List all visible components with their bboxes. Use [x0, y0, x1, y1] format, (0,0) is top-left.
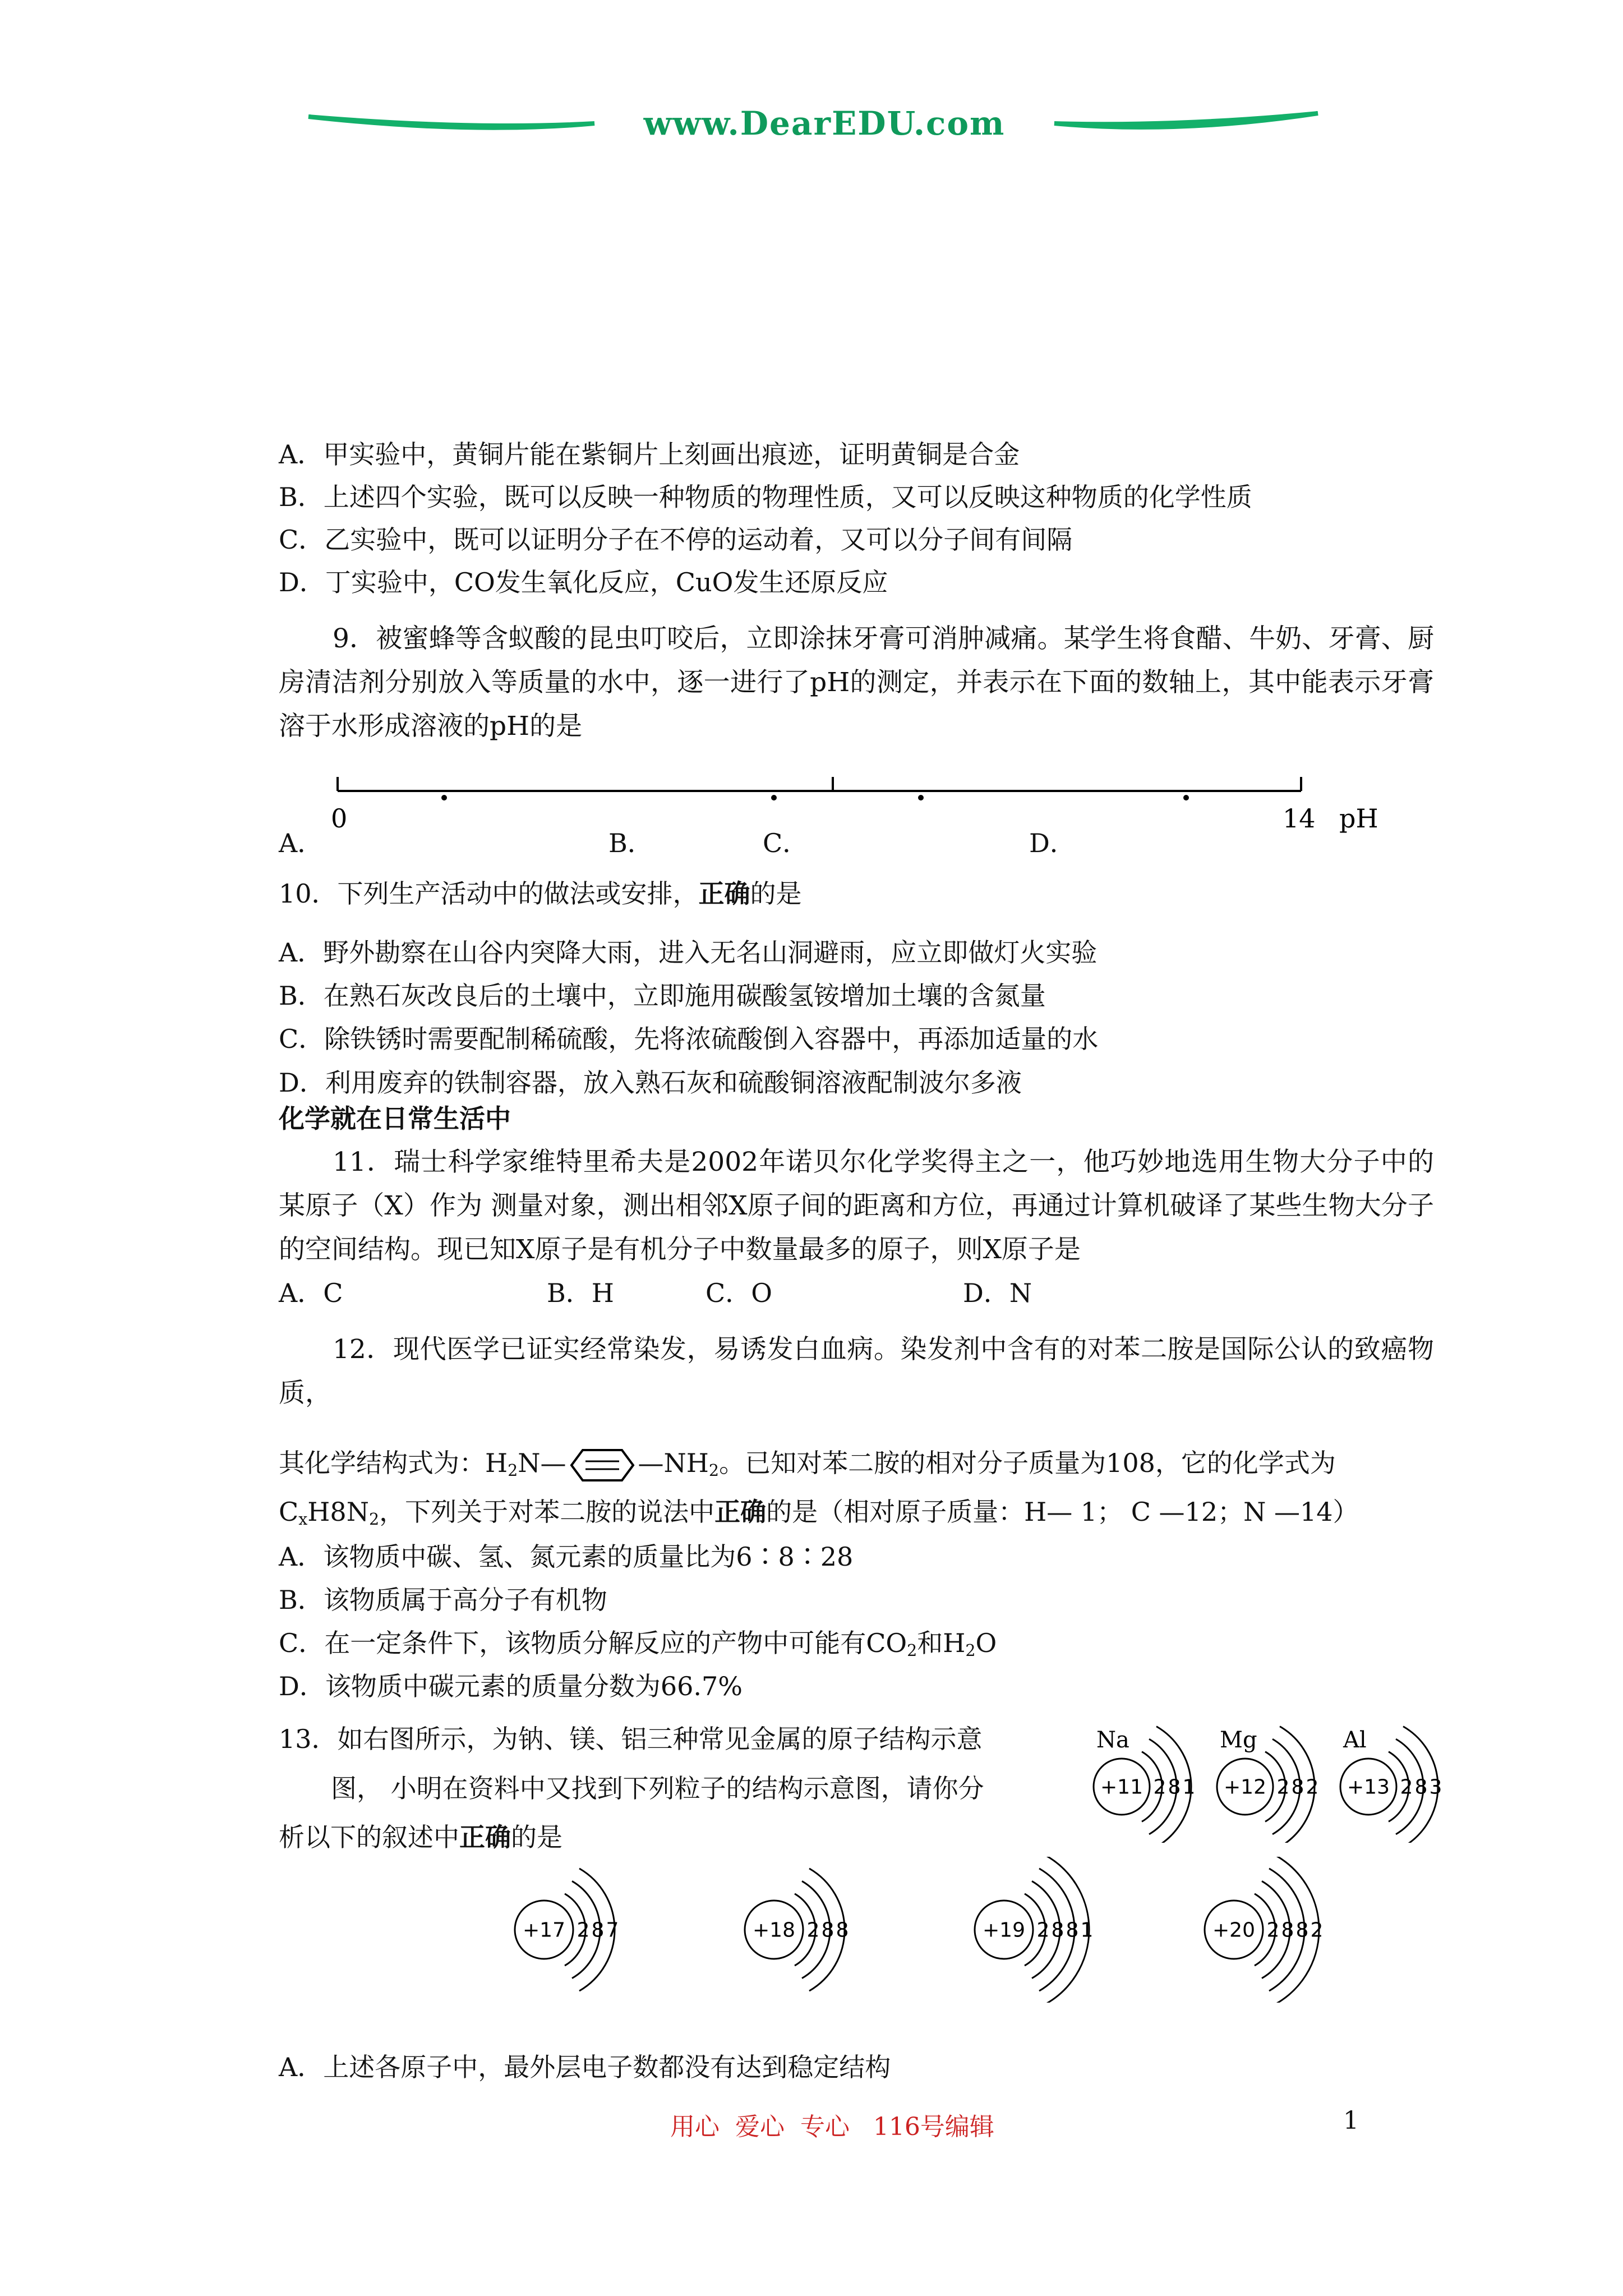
q12-cx: C	[279, 1497, 299, 1527]
q12-stem-text: 12．现代医学已证实经常染发，易诱发白血病。染发剂中含有的对苯二胺是国际公认的致癌物质，	[279, 1334, 1434, 1409]
ph-point-d	[1183, 795, 1189, 800]
q13-line3-bold: 正确	[459, 1822, 511, 1852]
shell-electron-count: 2	[1306, 1775, 1319, 1799]
q10-stem-pre: 10．下列生产活动中的做法或安排，	[279, 878, 699, 909]
nucleus-charge: +17	[523, 1918, 565, 1942]
q13-line3-post: 的是	[511, 1822, 562, 1852]
q11-option-b: B．H	[547, 1278, 614, 1308]
q12-line3-post: 的是（相对原子质量：H— 1； C —12；N —14）	[766, 1497, 1359, 1527]
ph-point-b	[771, 795, 777, 800]
shell-electron-count: 1	[1080, 1918, 1094, 1942]
q12-option-c-sub2: 2	[965, 1641, 976, 1660]
q11-option-c: C．O	[706, 1278, 772, 1308]
benzene-ring-icon	[569, 1446, 636, 1485]
top-atom-2	[1340, 1727, 1442, 1843]
ph-point-c	[918, 795, 924, 800]
shell-electron-count: 2	[1276, 1775, 1290, 1799]
shell-electron-count: 3	[1429, 1775, 1442, 1799]
q12-formula-line	[279, 1446, 1336, 1488]
q11-stem-text: 11．瑞士科学家维特里希夫是2002年诺贝尔化学奖得主之一，他巧妙地选用生物大分子中的某原子（X）作为 测量对象，测出相邻X原子间的距离和方位，再通过计算机破译了某些生物大分子的空间结构。现已知X原子是有机分子中数量最多的原子，则X原子是	[279, 1147, 1434, 1265]
bottom-atom-0	[515, 1869, 619, 1991]
shell-electron-count: 8	[836, 1918, 849, 1942]
q12-formula-nh: —NH	[638, 1448, 709, 1478]
q12-line3-bold: 正确	[714, 1497, 767, 1527]
shell-electron-count: 2	[577, 1918, 590, 1942]
q11-option-a: A．C	[279, 1278, 343, 1308]
top-atom-0	[1094, 1727, 1195, 1843]
header-site: www.DearEDU.com	[643, 104, 1006, 142]
q8-option-d: D．丁实验中，CO发生氧化反应，CuO发生还原反应	[279, 567, 888, 597]
q12-line3-pre: ，下列关于对苯二胺的说法中	[379, 1497, 715, 1527]
shell-electron-count: 8	[1066, 1918, 1079, 1942]
q12-option-d: D．该物质中碳元素的质量分数为66.7%	[279, 1671, 743, 1701]
q8-option-c: C．乙实验中，既可以证明分子在不停的运动着，又可以分子间有间隔	[279, 524, 1073, 555]
atom-diagrams-top	[1082, 1708, 1475, 1843]
left-swoosh	[308, 117, 594, 128]
shell-electron-count: 1	[1182, 1775, 1196, 1799]
q10-stem	[279, 877, 802, 910]
q12-option-c-pre: C．在一定条件下，该物质分解反应的产物中可能有CO	[279, 1628, 907, 1658]
q12-formula-n-bond: N—	[518, 1448, 566, 1478]
section-title	[279, 1102, 511, 1135]
q13-line3-pre: 析以下的叙述中	[279, 1822, 459, 1852]
q13-line3	[279, 1820, 562, 1854]
q12-cx-sub: x	[298, 1510, 308, 1529]
q9-label-d: D．	[1029, 828, 1076, 858]
nucleus-charge: +19	[983, 1918, 1025, 1942]
q10-stem-post: 的是	[750, 878, 802, 909]
bottom-atom-1	[745, 1869, 849, 1991]
q12-h8: H	[307, 1497, 330, 1527]
nucleus-charge: +11	[1100, 1775, 1143, 1799]
q10-stem-bold: 正确	[698, 878, 750, 909]
shell-electron-count: 2	[806, 1918, 820, 1942]
q9-label-c: C．	[763, 828, 809, 858]
bottom-atom-2	[975, 1857, 1093, 2003]
q13-option-a: A．上述各原子中，最外层电子数都没有达到稳定结构	[279, 2052, 891, 2082]
q12-n2: N	[346, 1497, 369, 1527]
q12-option-b: B．该物质属于高分子有机物	[279, 1585, 607, 1615]
top-atom-1	[1217, 1727, 1318, 1843]
q12-option-c-post: O	[975, 1628, 997, 1658]
shell-electron-count: 2	[1036, 1918, 1050, 1942]
shell-electron-count: 8	[1291, 1775, 1304, 1799]
q12-h8-count: 8	[330, 1497, 347, 1527]
q8-option-b: B．上述四个实验，既可以反映一种物质的物理性质，又可以反映这种物质的化学性质	[279, 482, 1252, 512]
q8-option-a: A．甲实验中，黄铜片能在紫铜片上刻画出痕迹，证明黄铜是合金	[279, 439, 1020, 470]
nucleus-charge: +18	[753, 1918, 795, 1942]
q12-option-c-mid: 和H	[917, 1628, 966, 1658]
ph-axis-unit: pH	[1339, 803, 1378, 834]
atom-diagrams-bottom	[505, 1857, 1402, 2003]
element-symbol: Mg	[1220, 1727, 1257, 1753]
ph-axis-end: 14	[1283, 803, 1316, 834]
right-swoosh	[1054, 113, 1318, 127]
ph-point-a	[441, 795, 447, 800]
shell-electron-count: 8	[1414, 1775, 1428, 1799]
q13-line1: 13．如右图所示，为钠、镁、铝三种常见金属的原子结构示意	[279, 1724, 983, 1754]
q12-line3	[279, 1495, 1359, 1536]
shell-electron-count: 2	[1266, 1918, 1280, 1942]
shell-electron-count: 8	[1051, 1918, 1064, 1942]
q12-formula-h-sub: 2	[508, 1461, 518, 1480]
shell-electron-count: 8	[821, 1918, 834, 1942]
section-title-text: 化学就在日常生活中	[279, 1103, 511, 1134]
nucleus-charge: +12	[1224, 1775, 1266, 1799]
q12-formula-after: 。已知对苯二胺的相对分子质量为108，它的化学式为	[719, 1448, 1336, 1478]
q9-stem	[279, 617, 1434, 748]
element-symbol: Al	[1343, 1727, 1367, 1753]
q12-stem	[279, 1328, 1434, 1415]
q12-option-c-sub1: 2	[907, 1641, 917, 1660]
q10-option-b: B．在熟石灰改良后的土壤中，立即施用碳酸氢铵增加土壤的含氮量	[279, 981, 1046, 1011]
shell-electron-count: 8	[591, 1918, 605, 1942]
shell-electron-count: 8	[1295, 1918, 1309, 1942]
q10-option-a: A．野外勘察在山谷内突降大雨，进入无名山洞避雨，应立即做灯火实验	[279, 937, 1098, 968]
nucleus-charge: +20	[1212, 1918, 1255, 1942]
shell-electron-count: 7	[606, 1918, 619, 1942]
shell-electron-count: 8	[1168, 1775, 1181, 1799]
q12-formula-nh-sub: 2	[708, 1461, 720, 1480]
q13-line2: 图， 小明在资料中又找到下列粒子的结构示意图，请你分	[331, 1773, 984, 1803]
q10-option-d: D．利用废弃的铁制容器，放入熟石灰和硫酸铜溶液配制波尔多液	[279, 1068, 1022, 1098]
q12-formula-h: H	[485, 1448, 508, 1478]
q12-option-c	[279, 1626, 997, 1668]
ph-number-line	[314, 766, 1424, 861]
ph-axis-start: 0	[331, 803, 348, 834]
shell-electron-count: 2	[1310, 1918, 1324, 1942]
shell-electron-count: 8	[1281, 1918, 1294, 1942]
shell-electron-count: 2	[1400, 1775, 1413, 1799]
page-number: 1	[1343, 2106, 1359, 2135]
element-symbol: Na	[1096, 1727, 1129, 1753]
footer-text: 用心 爱心 专心 116号编辑	[670, 2113, 994, 2141]
nucleus-charge: +13	[1347, 1775, 1390, 1799]
bottom-atom-3	[1205, 1857, 1323, 2003]
q12-n2-sub: 2	[368, 1510, 380, 1529]
shell-electron-count: 2	[1153, 1775, 1166, 1799]
q12-formula-intro: 其化学结构式为：	[279, 1448, 485, 1478]
header-banner	[303, 101, 1324, 151]
q10-option-c: C．除铁锈时需要配制稀硫酸，先将浓硫酸倒入容器中，再添加适量的水	[279, 1024, 1099, 1054]
q9-label-b: B．	[608, 828, 653, 858]
q11-option-d: D．N	[963, 1278, 1032, 1308]
q9-stem-text: 9．被蜜蜂等含蚁酸的昆虫叮咬后，立即涂抹牙膏可消肿减痛。某学生将食醋、牛奶、牙膏、厨房清洁剂分别放入等质量的水中，逐一进行了pH的测定，并表示在下面的数轴上，其中能表示牙膏溶于水形成溶液的pH的是	[279, 623, 1434, 742]
q9-label-a: A．	[279, 828, 324, 858]
q11-stem	[279, 1140, 1434, 1272]
q12-option-a: A．该物质中碳、氢、氮元素的质量比为6∶8∶28	[279, 1542, 854, 1572]
